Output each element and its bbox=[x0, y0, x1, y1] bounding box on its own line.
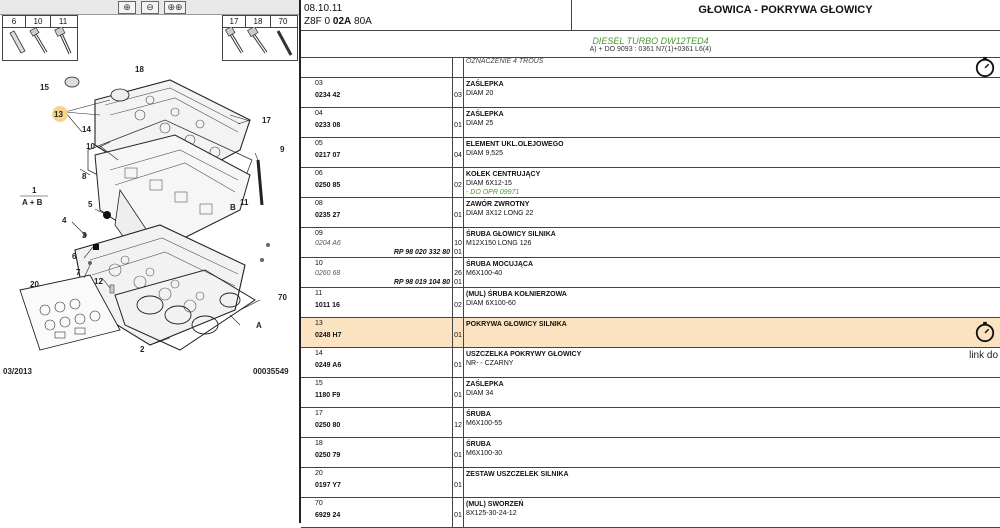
table-row[interactable] bbox=[301, 378, 1000, 408]
part-position: 08 bbox=[315, 200, 323, 207]
description-cell bbox=[464, 318, 1000, 347]
part-position: 06 bbox=[315, 170, 323, 177]
quantity-cell bbox=[453, 318, 464, 347]
description-cell bbox=[464, 78, 1000, 107]
part-position: 04 bbox=[315, 110, 323, 117]
note-text: OZNACZENIE 4 TROUS bbox=[466, 58, 544, 65]
callout-label: A + B bbox=[22, 198, 43, 207]
part-position: 15 bbox=[315, 380, 323, 387]
box-number: 18 bbox=[246, 16, 271, 27]
diagram-image-code: 00035549 bbox=[253, 367, 289, 376]
part-name: ŚRUBA MOCUJĄCA bbox=[466, 261, 534, 268]
table-row[interactable] bbox=[301, 258, 1000, 288]
part-number-cell bbox=[301, 138, 453, 167]
part-position: 20 bbox=[315, 470, 323, 477]
part-spec: DIAM 34 bbox=[466, 390, 494, 397]
part-number-cell bbox=[301, 198, 453, 227]
engine-name: DIESEL TURBO DW12TED4 bbox=[592, 36, 709, 46]
rp-reference[interactable]: RP 98 019 104 80 bbox=[393, 279, 450, 286]
code-suffix: 80A bbox=[351, 16, 372, 27]
part-spec: M6X100-30 bbox=[466, 450, 503, 457]
fastener-box-left bbox=[2, 15, 78, 61]
fastener-icons-left bbox=[3, 27, 77, 60]
part-spec: M12X150 LONG 126 bbox=[466, 240, 532, 247]
part-position: 18 bbox=[315, 440, 323, 447]
part-reference[interactable]: 0250 80 bbox=[315, 422, 341, 429]
part-name: (MUL) ŚRUBA KOŁNIERZOWA bbox=[466, 291, 567, 298]
table-row[interactable] bbox=[301, 288, 1000, 318]
part-spec: DIAM 20 bbox=[466, 90, 494, 97]
description-cell bbox=[464, 378, 1000, 407]
quantity-cell bbox=[453, 228, 464, 257]
part-name: ZAŚLEPKA bbox=[466, 381, 504, 388]
quantity-cell bbox=[453, 468, 464, 497]
part-number-cell bbox=[301, 78, 453, 107]
part-reference[interactable]: 6929 24 bbox=[315, 512, 341, 519]
part-number-cell bbox=[301, 348, 453, 377]
callout-label: 70 bbox=[278, 293, 287, 302]
stopwatch-icon[interactable] bbox=[974, 321, 996, 343]
quantity-cell bbox=[453, 78, 464, 107]
quantity-cell bbox=[453, 378, 464, 407]
description-cell bbox=[464, 228, 1000, 257]
callout-label: 17 bbox=[262, 116, 271, 125]
table-row[interactable] bbox=[301, 498, 1000, 528]
callout-label: 1 bbox=[32, 186, 37, 195]
part-quantity: 01 bbox=[454, 122, 462, 129]
part-name: ZAŚLEPKA bbox=[466, 111, 504, 118]
part-number-cell bbox=[301, 108, 453, 137]
part-name: ZAWÓR ZWROTNY bbox=[466, 201, 530, 208]
part-quantity: 01 bbox=[454, 392, 462, 399]
part-spec: M6X100-40 bbox=[466, 270, 503, 277]
part-position: 11 bbox=[315, 290, 323, 297]
exploded-view-diagram bbox=[0, 60, 300, 380]
part-quantity: 03 bbox=[454, 92, 462, 99]
part-reference[interactable]: 0250 79 bbox=[315, 452, 341, 459]
part-position: 09 bbox=[315, 230, 323, 237]
callout-label: 3 bbox=[82, 231, 87, 240]
zoom-in-icon[interactable]: ⊕ bbox=[118, 1, 136, 14]
zoom-out-icon[interactable]: ⊖ bbox=[141, 1, 159, 14]
part-name: ŚRUBA bbox=[466, 411, 491, 418]
part-spec: DIAM 25 bbox=[466, 120, 494, 127]
part-quantity: 01 bbox=[454, 482, 462, 489]
callout-label: 4 bbox=[62, 216, 67, 225]
fastener-box-right bbox=[222, 15, 298, 61]
part-position: 10 bbox=[315, 260, 323, 267]
part-name: KOŁEK CENTRUJĄCY bbox=[466, 171, 541, 178]
part-reference[interactable]: 0248 H7 bbox=[315, 332, 342, 339]
quantity-cell bbox=[453, 198, 464, 227]
part-quantity: 01 bbox=[454, 512, 462, 519]
part-name: ŚRUBA bbox=[466, 441, 491, 448]
part-reference[interactable]: 0250 85 bbox=[315, 182, 341, 189]
diagram-date-code: 03/2013 bbox=[3, 367, 32, 376]
quantity-cell bbox=[453, 138, 464, 167]
part-reference[interactable]: 0249 A6 bbox=[315, 362, 342, 369]
quantity-cell bbox=[453, 288, 464, 317]
part-name: ELEMENT UKL.OLEJOWEGO bbox=[466, 141, 564, 148]
callout-label: 2 bbox=[140, 345, 145, 354]
table-row[interactable] bbox=[301, 468, 1000, 498]
table-row[interactable] bbox=[301, 78, 1000, 108]
table-row[interactable] bbox=[301, 348, 1000, 378]
part-number-cell bbox=[301, 168, 453, 197]
callout-label: 12 bbox=[94, 277, 103, 286]
part-spec: DIAM 3X12 LONG 22 bbox=[466, 210, 534, 217]
header-code bbox=[304, 16, 372, 27]
callout-label: 14 bbox=[82, 125, 91, 134]
part-quantity: 01 bbox=[454, 332, 462, 339]
header-meta bbox=[301, 0, 572, 30]
part-position: 14 bbox=[315, 350, 323, 357]
part-reference[interactable]: 0217 07 bbox=[315, 152, 341, 159]
table-row[interactable] bbox=[301, 168, 1000, 198]
part-number-cell bbox=[301, 258, 453, 287]
part-number-cell bbox=[301, 468, 453, 497]
description-cell bbox=[464, 258, 1000, 287]
callout-label: 18 bbox=[135, 65, 144, 74]
part-name: ŚRUBA GŁOWICY SILNIKA bbox=[466, 231, 556, 238]
zoom-link-icon[interactable]: ⊕⊕ bbox=[164, 1, 186, 14]
part-reference[interactable]: 0197 Y7 bbox=[315, 482, 341, 489]
part-reference[interactable]: 0233 08 bbox=[315, 122, 341, 129]
table-row[interactable] bbox=[301, 438, 1000, 468]
part-quantity-2: 01 bbox=[454, 249, 462, 256]
part-spec: 8X125-30-24-12 bbox=[466, 510, 517, 517]
part-quantity: 01 bbox=[454, 362, 462, 369]
description-cell bbox=[464, 408, 1000, 437]
callout-label: 11 bbox=[240, 198, 249, 207]
part-quantity: 26 bbox=[454, 270, 462, 277]
table-row[interactable] bbox=[301, 318, 1000, 348]
part-reference[interactable]: 1011 16 bbox=[315, 302, 340, 309]
part-name: USZCZELKA POKRYWY GŁOWICY bbox=[466, 351, 582, 358]
quantity-cell bbox=[453, 108, 464, 137]
engine-info bbox=[301, 31, 1000, 58]
description-cell bbox=[464, 198, 1000, 227]
part-spec: M6X100-55 bbox=[466, 420, 503, 427]
callout-label: 5 bbox=[88, 200, 93, 209]
table-row[interactable] bbox=[301, 408, 1000, 438]
part-quantity: 02 bbox=[454, 302, 462, 309]
part-reference[interactable]: 1180 F9 bbox=[315, 392, 341, 399]
part-number-cell bbox=[301, 378, 453, 407]
part-name: ZAŚLEPKA bbox=[466, 81, 504, 88]
callout-label: 13 bbox=[54, 110, 63, 119]
description-cell bbox=[464, 438, 1000, 467]
part-number-cell bbox=[301, 228, 453, 257]
description-cell bbox=[464, 138, 1000, 167]
catalog-header bbox=[301, 0, 1000, 31]
description-cell bbox=[464, 288, 1000, 317]
description-cell bbox=[464, 108, 1000, 137]
part-position: 17 bbox=[315, 410, 323, 417]
part-spec: DIAM 6X100-60 bbox=[466, 300, 516, 307]
box-number: 6 bbox=[3, 16, 26, 27]
table-row[interactable] bbox=[301, 198, 1000, 228]
part-spec: DIAM 9,525 bbox=[466, 150, 503, 157]
part-reference[interactable]: 0204 A6 bbox=[315, 240, 341, 247]
callout-label: 15 bbox=[40, 83, 49, 92]
callout-label: B bbox=[230, 203, 236, 212]
callout-label: 8 bbox=[82, 172, 87, 181]
header-date: 08.10.11 bbox=[304, 3, 343, 14]
part-reference[interactable]: 0260 68 bbox=[315, 270, 341, 277]
part-position: 70 bbox=[315, 500, 323, 507]
quantity-cell bbox=[453, 168, 464, 197]
table-row[interactable] bbox=[301, 138, 1000, 168]
table-row[interactable] bbox=[301, 228, 1000, 258]
part-quantity: 04 bbox=[454, 152, 462, 159]
callout-label: 10 bbox=[86, 142, 95, 151]
box-number: 17 bbox=[223, 16, 246, 27]
diagram-panel bbox=[0, 0, 300, 523]
part-quantity-2: 01 bbox=[454, 279, 462, 286]
parts-list bbox=[301, 58, 1000, 523]
note-row bbox=[301, 58, 1000, 78]
callout-label: 7 bbox=[76, 268, 81, 277]
part-number-cell bbox=[301, 318, 453, 347]
table-row[interactable] bbox=[301, 108, 1000, 138]
quantity-cell bbox=[453, 438, 464, 467]
callout-label: A bbox=[256, 321, 262, 330]
part-number-cell bbox=[301, 408, 453, 437]
part-position: 03 bbox=[315, 80, 323, 87]
quantity-cell bbox=[453, 258, 464, 287]
box-number: 10 bbox=[26, 16, 51, 27]
fastener-icons-right bbox=[223, 27, 297, 60]
box-number: 70 bbox=[278, 17, 288, 26]
part-quantity: 02 bbox=[454, 182, 462, 189]
part-reference[interactable]: 0235 27 bbox=[315, 212, 341, 219]
callout-label: 9 bbox=[280, 145, 285, 154]
page-title: GŁOWICA - POKRYWA GŁOWICY bbox=[698, 4, 873, 16]
part-reference[interactable]: 0234 42 bbox=[315, 92, 341, 99]
quantity-cell bbox=[453, 408, 464, 437]
quantity-cell bbox=[453, 348, 464, 377]
rp-reference[interactable]: RP 98 020 332 80 bbox=[393, 249, 450, 256]
part-name: POKRYWA GŁOWICY SILNIKA bbox=[466, 321, 567, 328]
callout-label: 6 bbox=[72, 252, 77, 261]
callout-label: 20 bbox=[30, 280, 39, 289]
diagram-toolbar bbox=[0, 0, 300, 15]
part-note: - DO OPR 09971 bbox=[466, 189, 520, 196]
part-spec: NR- - CZARNY bbox=[466, 360, 514, 367]
engine-range: A) + DO 9093 : 0361 N7(1)+0361 L6(4) bbox=[589, 46, 712, 53]
code-bold: 02A bbox=[332, 16, 352, 27]
code-prefix: Z8F 0 bbox=[304, 16, 333, 27]
part-number-cell bbox=[301, 438, 453, 467]
part-quantity: 10 bbox=[454, 240, 462, 247]
part-name: (MUL) SWORZEŃ bbox=[466, 501, 524, 508]
part-quantity: 01 bbox=[454, 452, 462, 459]
broken-image-link[interactable]: link do bbox=[969, 350, 998, 361]
part-position: 13 bbox=[315, 320, 323, 327]
description-cell bbox=[464, 168, 1000, 197]
part-spec: DIAM 6X12-15 bbox=[466, 180, 512, 187]
part-quantity: 12 bbox=[454, 422, 462, 429]
part-name: ZESTAW USZCZELEK SILNIKA bbox=[466, 471, 569, 478]
box-number: 11 bbox=[58, 17, 68, 26]
description-cell bbox=[464, 468, 1000, 497]
part-quantity: 01 bbox=[454, 212, 462, 219]
part-position: 05 bbox=[315, 140, 323, 147]
stopwatch-icon[interactable] bbox=[974, 56, 996, 78]
description-cell bbox=[464, 348, 1000, 377]
part-number-cell bbox=[301, 288, 453, 317]
